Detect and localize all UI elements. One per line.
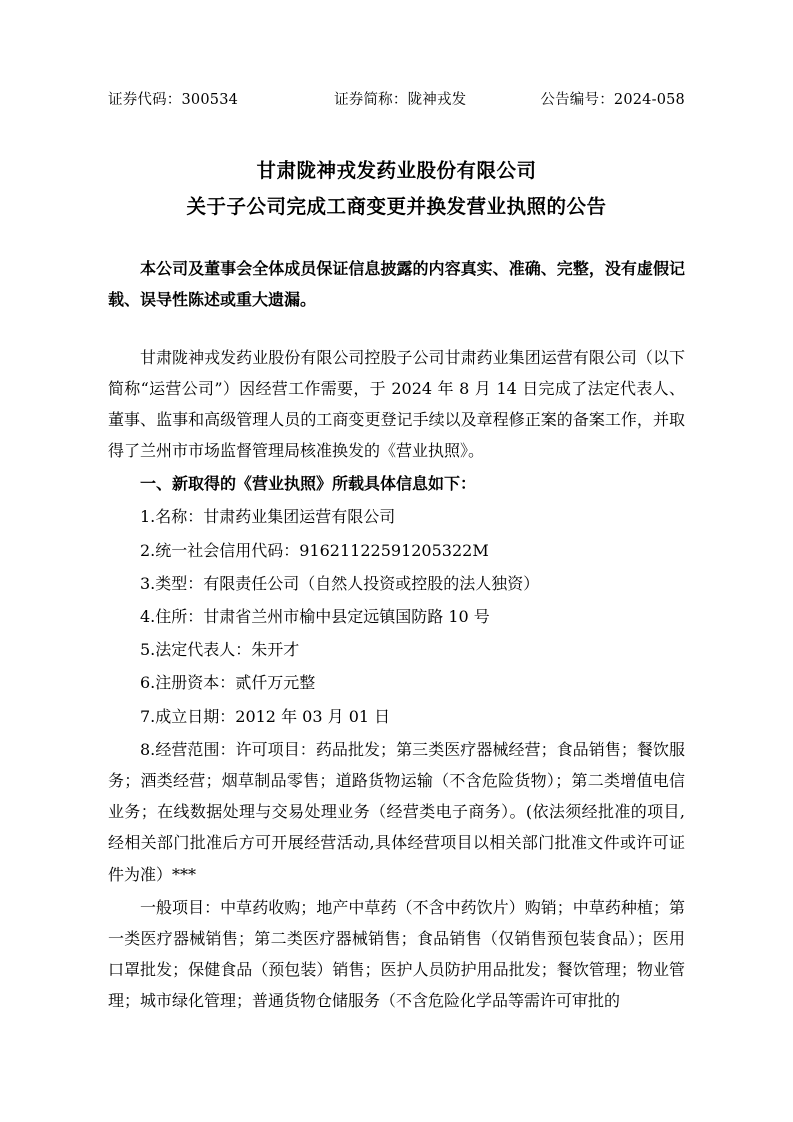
license-item-credit-code: 2.统一社会信用代码：91621122591205322M (140, 540, 489, 560)
title-line-company: 甘肃陇神戎发药业股份有限公司 (256, 159, 537, 182)
disclosure-statement (108, 253, 685, 315)
intro-paragraph: 甘肃陇神戎发药业股份有限公司控股子公司甘肃药业集团运营有限公司（以下简称“运营公司”）因经营工作需要，于 2024 年 8 月 14 日完成了法定代表人、董事、监事和高级管理人员的工商变更登记手续以及章程修正案的备案工作，并取得了兰州市市场监督管理局核准换发的《营业执照》。 (108, 347, 685, 461)
document-header (108, 88, 685, 109)
license-item-name: 1.名称：甘肃药业集团运营有限公司 (140, 507, 396, 527)
license-item-legal-representative: 5.法定代表人：朱开才 (140, 640, 300, 660)
announcement-number: 公告编号：2024-058 (540, 92, 685, 108)
license-item-business-scope: 8.经营范围：许可项目：药品批发；第三类医疗器械经营；食品销售；餐饮服务；酒类经营；烟草制品零售；道路货物运输（不含危险货物）；第二类增值电信业务；在线数据处理与交易处理业务（经营类电子商务）。(依法须经批准的项目,经相关部门批准后方可开展经营活动,具体经营项目以相关部门批准文件或许可证件为准）*** (108, 739, 685, 884)
title-line-subject: 关于子公司完成工商变更并换发营业执照的公告 (186, 195, 607, 219)
section-heading-one: 一、新取得的《营业执照》所载具体信息如下： (140, 474, 477, 494)
license-item-establishment-date: 7.成立日期：2012 年 03 月 01 日 (140, 706, 391, 726)
stock-code: 证券代码：300534 (108, 92, 239, 108)
license-item-address: 4.住所：甘肃省兰州市榆中县定远镇国防路 10 号 (140, 607, 490, 626)
license-item-registered-capital: 6.注册资本：贰仟万元整 (140, 673, 316, 693)
page-title (108, 153, 685, 225)
statement-text: 本公司及董事会全体成员保证信息披露的内容真实、准确、完整，没有虚假记载、误导性陈述或重大遗漏。 (108, 259, 685, 310)
stock-name: 证券简称：陇神戎发 (334, 92, 467, 108)
license-item-general-scope: 一般项目：中草药收购；地产中草药（不含中药饮片）购销；中草药种植；第一类医疗器械销售；第二类医疗器械销售；食品销售（仅销售预包装食品）；医用口罩批发；保健食品（预包装）销售；医护人员防护用品批发；餐饮管理；物业管理；城市绿化管理；普通货物仓储服务（不含危险化学品等需许可审批的 (108, 897, 685, 1011)
license-item-type: 3.类型：有限责任公司（自然人投资或控股的法人独资） (140, 573, 540, 593)
